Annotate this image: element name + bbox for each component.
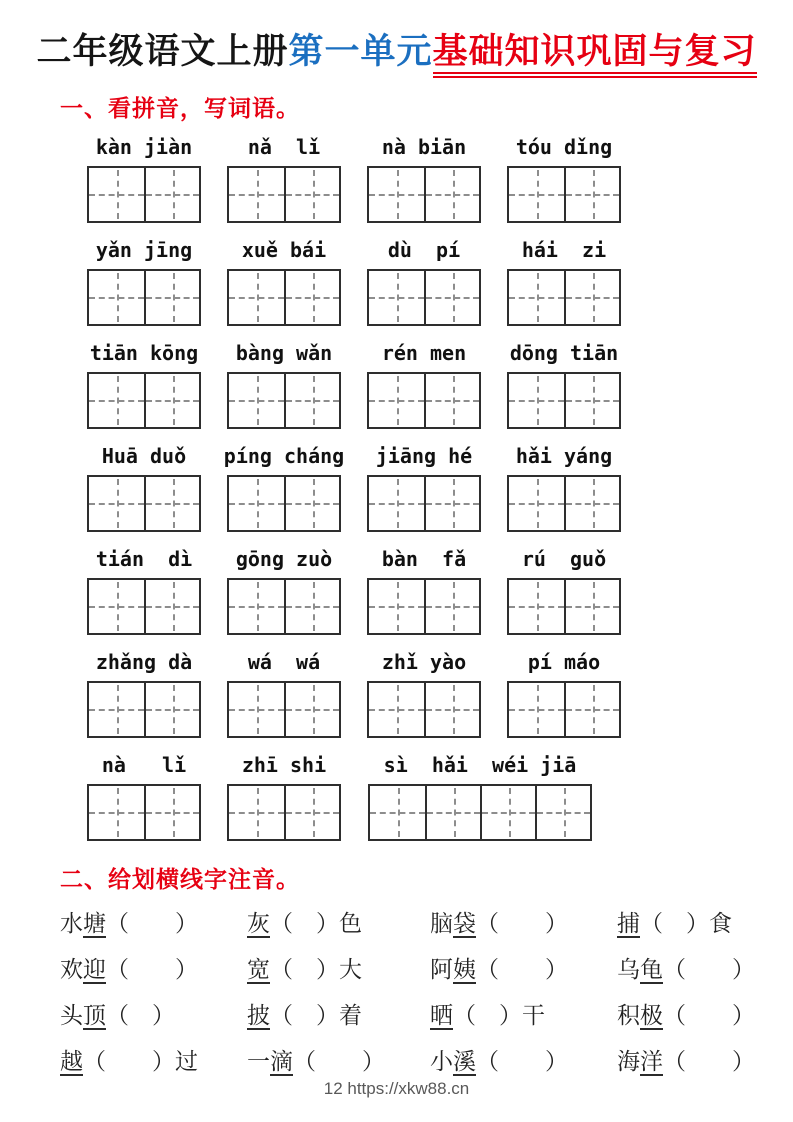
writing-grid — [367, 578, 481, 635]
writing-grid — [507, 578, 621, 635]
word-column — [223, 443, 345, 532]
word-column — [226, 341, 342, 429]
writing-grid — [367, 372, 481, 429]
word-prefix: 阿 — [430, 955, 453, 982]
annotate-word-item — [617, 1000, 793, 1031]
annotate-word-item — [60, 1000, 247, 1031]
write-cell[interactable] — [564, 477, 619, 530]
writing-grid — [227, 269, 341, 326]
write-cell[interactable] — [89, 374, 144, 427]
write-cell[interactable] — [509, 683, 564, 736]
annotation-exercise — [60, 908, 793, 1077]
writing-grid — [87, 269, 201, 326]
title-topic: 基础知识巩固与复习 — [433, 32, 757, 78]
underlined-char: 极 — [640, 1001, 663, 1028]
answer-blank[interactable]: （ ） — [270, 909, 339, 936]
write-cell[interactable] — [564, 580, 619, 633]
answer-blank[interactable]: （ ） — [476, 1047, 568, 1074]
write-cell[interactable] — [369, 477, 424, 530]
pinyin-label: dōng tiān — [509, 340, 619, 365]
section1-heading: 一、看拼音，写词语。 — [60, 94, 300, 121]
word-suffix: 过 — [175, 1047, 198, 1074]
underlined-char: 迎 — [83, 955, 106, 982]
word-prefix: 积 — [617, 1001, 640, 1028]
pinyin-label: píng cháng — [223, 443, 345, 468]
writing-grid — [507, 372, 621, 429]
writing-grid — [507, 269, 621, 326]
answer-blank[interactable]: （ ） — [663, 1001, 755, 1028]
write-cell[interactable] — [369, 374, 424, 427]
word-suffix: 大 — [339, 955, 362, 982]
word-column — [86, 753, 202, 841]
write-cell[interactable] — [509, 580, 564, 633]
writing-grid — [507, 166, 621, 223]
answer-blank[interactable]: （ ） — [663, 1047, 755, 1074]
writing-grid — [367, 475, 481, 532]
pinyin-row — [86, 650, 793, 738]
annotate-word-item — [617, 908, 793, 939]
title-unit: 第一单元 — [288, 32, 433, 71]
writing-grid — [87, 475, 201, 532]
pinyin-label: rén men — [381, 340, 467, 365]
write-cell[interactable] — [229, 374, 284, 427]
word-column — [506, 547, 622, 635]
pinyin-label: xuě bái — [241, 237, 327, 262]
word-column — [506, 650, 622, 738]
word-column — [86, 238, 202, 326]
pinyin-label: gōng zuò — [235, 546, 333, 571]
pinyin-row — [86, 341, 793, 429]
annotate-word-item — [60, 954, 247, 985]
underlined-char: 塘 — [83, 909, 106, 936]
write-cell[interactable] — [144, 374, 199, 427]
word-column — [226, 753, 342, 841]
word-prefix: 海 — [617, 1047, 640, 1074]
write-cell[interactable] — [89, 580, 144, 633]
writing-grid — [368, 784, 592, 841]
section2-heading: 二、给划横线字注音。 — [60, 865, 300, 892]
write-cell[interactable] — [229, 477, 284, 530]
writing-grid — [87, 681, 201, 738]
write-cell[interactable] — [229, 168, 284, 221]
write-cell[interactable] — [564, 271, 619, 324]
annotate-word-item — [430, 1046, 617, 1077]
write-cell[interactable] — [284, 374, 339, 427]
annotate-word-item — [430, 954, 617, 985]
annotate-word-item — [247, 954, 430, 985]
pinyin-label: jiāng hé — [375, 443, 473, 468]
pinyin-label: bàn fǎ — [381, 546, 467, 571]
answer-blank[interactable]: （ ） — [640, 909, 709, 936]
pinyin-row — [86, 135, 793, 223]
annotate-word-item — [247, 1000, 430, 1031]
annotate-word-item — [60, 908, 247, 939]
answer-blank[interactable]: （ ） — [270, 955, 339, 982]
answer-blank[interactable]: （ ） — [293, 1047, 385, 1074]
write-cell[interactable] — [89, 477, 144, 530]
write-cell[interactable] — [564, 168, 619, 221]
word-column — [506, 444, 622, 532]
pinyin-label: wá wá — [247, 649, 321, 674]
write-cell[interactable] — [89, 271, 144, 324]
write-cell[interactable] — [480, 786, 535, 839]
pinyin-label: kàn jiàn — [95, 134, 193, 159]
underlined-char: 灰 — [247, 909, 270, 936]
footer-url: 12 https://xkw88.cn — [323, 1078, 470, 1098]
pinyin-label: nà biān — [381, 134, 467, 159]
answer-blank[interactable]: （ ） — [106, 909, 198, 936]
write-cell[interactable] — [424, 683, 479, 736]
word-column — [86, 444, 202, 532]
write-cell[interactable] — [425, 786, 480, 839]
word-column — [86, 135, 202, 223]
title-book: 二年级语文上册 — [36, 32, 289, 71]
word-column — [366, 341, 482, 429]
underlined-char: 宽 — [247, 955, 270, 982]
pinyin-label: Huā duǒ — [101, 443, 187, 468]
annotate-word-item — [60, 1046, 247, 1077]
word-prefix: 水 — [60, 909, 83, 936]
underlined-char: 越 — [60, 1047, 83, 1074]
word-prefix: 欢 — [60, 955, 83, 982]
word-column — [86, 341, 202, 429]
word-column — [366, 547, 482, 635]
write-cell[interactable] — [229, 271, 284, 324]
word-column — [226, 547, 342, 635]
annotate-word-item — [430, 1000, 617, 1031]
underlined-char: 披 — [247, 1001, 270, 1028]
pinyin-exercise — [0, 135, 793, 841]
pinyin-label: tián dì — [95, 546, 193, 571]
word-prefix: 一 — [247, 1047, 270, 1074]
write-cell[interactable] — [424, 271, 479, 324]
underlined-char: 滴 — [270, 1047, 293, 1074]
answer-blank[interactable]: （ ） — [270, 1001, 339, 1028]
write-cell[interactable] — [229, 580, 284, 633]
pinyin-label: zhǎng dà — [95, 649, 193, 674]
writing-grid — [227, 784, 341, 841]
answer-blank[interactable]: （ ） — [663, 955, 755, 982]
writing-grid — [507, 475, 621, 532]
writing-grid — [227, 475, 341, 532]
answer-blank[interactable]: （ ） — [106, 955, 198, 982]
write-cell[interactable] — [144, 786, 199, 839]
write-cell[interactable] — [370, 786, 425, 839]
write-cell[interactable] — [424, 374, 479, 427]
pinyin-label: nǎ lǐ — [247, 134, 321, 159]
word-prefix: 小 — [430, 1047, 453, 1074]
writing-grid — [367, 166, 481, 223]
word-suffix: 色 — [339, 909, 362, 936]
annotate-word-item — [247, 908, 430, 939]
write-cell[interactable] — [369, 683, 424, 736]
annotate-word-item — [430, 908, 617, 939]
writing-grid — [367, 269, 481, 326]
word-column — [226, 650, 342, 738]
writing-grid — [87, 784, 201, 841]
underlined-char: 晒 — [430, 1001, 453, 1028]
pinyin-row — [86, 547, 793, 635]
underlined-char: 龟 — [640, 955, 663, 982]
writing-grid — [507, 681, 621, 738]
pinyin-label: hái zi — [521, 237, 607, 262]
answer-blank[interactable]: （ ） — [453, 1001, 522, 1028]
word-column — [226, 238, 342, 326]
write-cell[interactable] — [89, 683, 144, 736]
write-cell[interactable] — [535, 786, 590, 839]
write-cell[interactable] — [284, 580, 339, 633]
annotate-word-item — [247, 1046, 430, 1077]
write-cell[interactable] — [144, 168, 199, 221]
pinyin-row — [86, 444, 793, 532]
write-cell[interactable] — [284, 271, 339, 324]
writing-grid — [227, 166, 341, 223]
writing-grid — [227, 681, 341, 738]
write-cell[interactable] — [509, 374, 564, 427]
write-cell[interactable] — [89, 168, 144, 221]
word-prefix: 头 — [60, 1001, 83, 1028]
word-column — [366, 444, 482, 532]
write-cell[interactable] — [144, 683, 199, 736]
write-cell[interactable] — [424, 477, 479, 530]
writing-grid — [227, 578, 341, 635]
answer-blank[interactable]: （ ） — [476, 955, 568, 982]
pinyin-label: nà lǐ — [101, 752, 187, 777]
writing-grid — [87, 578, 201, 635]
write-cell[interactable] — [424, 580, 479, 633]
word-column — [506, 135, 622, 223]
pinyin-label: zhī shi — [241, 752, 327, 777]
write-cell[interactable] — [144, 580, 199, 633]
pinyin-label: sì hǎi wéi jiā — [383, 752, 577, 777]
write-cell[interactable] — [144, 477, 199, 530]
word-column — [86, 650, 202, 738]
pinyin-label: yǎn jīng — [95, 237, 193, 262]
word-column — [226, 135, 342, 223]
pinyin-label: hǎi yáng — [515, 443, 613, 468]
pinyin-label: rú guǒ — [521, 546, 607, 571]
write-cell[interactable] — [369, 271, 424, 324]
write-cell[interactable] — [284, 477, 339, 530]
word-suffix: 食 — [709, 909, 732, 936]
word-column — [366, 135, 482, 223]
writing-grid — [367, 681, 481, 738]
write-cell[interactable] — [509, 477, 564, 530]
write-cell[interactable] — [284, 168, 339, 221]
write-cell[interactable] — [284, 683, 339, 736]
word-prefix: 脑 — [430, 909, 453, 936]
write-cell[interactable] — [144, 271, 199, 324]
word-suffix: 干 — [522, 1001, 545, 1028]
underlined-char: 姨 — [453, 955, 476, 982]
word-suffix: 着 — [339, 1001, 362, 1028]
pinyin-label: pí máo — [527, 649, 601, 674]
write-cell[interactable] — [229, 786, 284, 839]
annotate-word-item — [617, 954, 793, 985]
write-cell[interactable] — [229, 683, 284, 736]
pinyin-row — [86, 753, 793, 841]
pinyin-row — [86, 238, 793, 326]
answer-blank[interactable]: （ ） — [83, 1047, 175, 1074]
pinyin-label: bàng wǎn — [235, 340, 333, 365]
word-column — [366, 650, 482, 738]
pinyin-label: zhǐ yào — [381, 649, 467, 674]
write-cell[interactable] — [564, 374, 619, 427]
word-column — [506, 341, 622, 429]
word-column — [366, 753, 594, 841]
underlined-char: 溪 — [453, 1047, 476, 1074]
write-cell[interactable] — [509, 271, 564, 324]
writing-grid — [227, 372, 341, 429]
page-title — [0, 30, 793, 74]
write-cell[interactable] — [424, 168, 479, 221]
annotate-word-item — [617, 1046, 793, 1077]
writing-grid — [87, 372, 201, 429]
write-cell[interactable] — [509, 168, 564, 221]
answer-blank[interactable]: （ ） — [106, 1001, 175, 1028]
pinyin-label: dù pí — [387, 237, 461, 262]
pinyin-label: tóu dǐng — [515, 134, 613, 159]
underlined-char: 袋 — [453, 909, 476, 936]
underlined-char: 洋 — [640, 1047, 663, 1074]
writing-grid — [87, 166, 201, 223]
write-cell[interactable] — [369, 168, 424, 221]
word-prefix: 乌 — [617, 955, 640, 982]
word-column — [506, 238, 622, 326]
write-cell[interactable] — [284, 786, 339, 839]
write-cell[interactable] — [369, 580, 424, 633]
underlined-char: 捕 — [617, 909, 640, 936]
answer-blank[interactable]: （ ） — [476, 909, 568, 936]
write-cell[interactable] — [89, 786, 144, 839]
write-cell[interactable] — [564, 683, 619, 736]
underlined-char: 顶 — [83, 1001, 106, 1028]
word-column — [86, 547, 202, 635]
word-column — [366, 238, 482, 326]
pinyin-label: tiān kōng — [89, 340, 199, 365]
